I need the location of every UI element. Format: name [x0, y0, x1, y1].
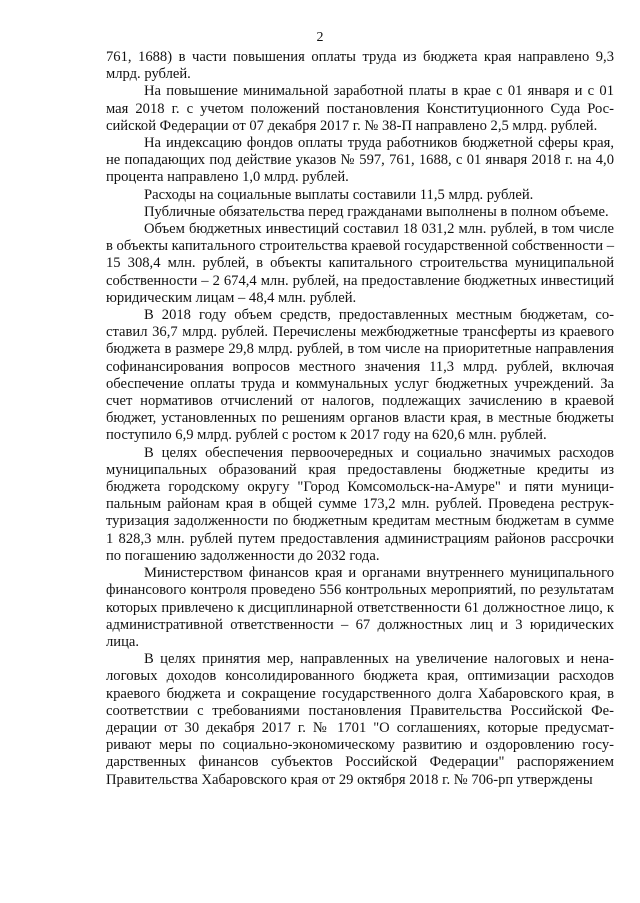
paragraph-minimum-wage: На повышение минимальной заработной платы в крае с 01 января и с 01 мая 2018 г. с учетом положений постановления Конституционного Суда Российской Федерации от 07 декабря 2017 г. № 38-П направлено 2,5 млрд. рублей. [106, 83, 614, 134]
page-number: 2 [316, 30, 324, 45]
paragraph-financial-control: Министерством финансов края и органами внутреннего муниципального финансового контроля проведено 556 контрольных мероприятий, по результатам которых привлечено к дисциплинарной ответственности 61 должностное лицо, к административной ответственности – 67 должностных лиц и 3 юридических лица. [106, 565, 614, 650]
paragraph-local-budgets: В 2018 году объем средств, предоставленных местным бюджетам, составил 36,7 млрд. рублей. Перечислены межбюджетные трансферты из краевого бюджета в размере 29,8 млрд. рублей, в том числе на приоритетные направления софинансирования вопросов местного значения 11,3 млрд. рублей, включая обеспечение оплаты труда и коммунальных услуг бюджетных учреждений. За счет нормативов отчислений от налогов, подлежащих зачислению в краевой бюджет, установленных по решениям органов власти края, в местные бюджеты поступило 6,9 млрд. рублей с ростом к 2017 году на 620,6 млн. рублей. [106, 307, 614, 444]
paragraph-wage-indexation: На индексацию фондов оплаты труда работников бюджетной сферы края, не попадающих под действие указов № 597, 761, 1688, с 01 января 2018 г. на 4,0 процента направлено 1,0 млрд. рублей. [106, 135, 614, 186]
paragraph-budget-investments: Объем бюджетных инвестиций составил 18 031,2 млн. рублей, в том числе в объекты капитального строительства краевой государственной собственности – 15 308,4 млн. рублей, в объекты капитального строительства муниципальной собственности – 2 674,4 млн. рублей, на предоставление бюджетных инвестиций юридическим лицам – 48,4 млн. рублей. [106, 221, 614, 306]
document-body [106, 49, 614, 789]
paragraph-social-payments: Расходы на социальные выплаты составили 11,5 млрд. рублей. [144, 186, 534, 203]
paragraph-budget-credits: В целях обеспечения первоочередных и социально значимых расходов муниципальных образований края предоставлены бюджетные кредиты из бюджета городскому округу "Город Комсомольск-на-Амуре" и пяти муниципальным районам края в общей сумме 173,2 млн. рублей. Проведена реструктуризация задолженности по бюджетным кредитам местным бюджетам в сумме 1 828,3 млн. рублей путем предоставления администрациям районов рассрочки по погашению задолженности до 2032 года. [106, 444, 614, 564]
paragraph-public-obligations: Публичные обязательства перед гражданами выполнены в полном объеме. [144, 203, 609, 220]
paragraph-continuation: 761, 1688) в части повышения оплаты труда из бюджета края направлено 9,3 млрд. рублей. [106, 49, 614, 83]
paragraph-revenue-measures: В целях принятия мер, направленных на увеличение налоговых и неналоговых доходов консолидированного бюджета края, оптимизации расходов краевого бюджета и сокращение государственного долга Хабаровского края, в соответствии с требованиями постановления Правительства Российской Федерации от 30 декабря 2017 г. № 1701 "О соглашениях, которые предусматривают меры по социально-экономическому развитию и оздоровлению государственных финансов субъектов Российской Федерации" распоряжением Правительства Хабаровского края от 29 октября 2018 г. № 706-рп утверждены [106, 651, 614, 788]
